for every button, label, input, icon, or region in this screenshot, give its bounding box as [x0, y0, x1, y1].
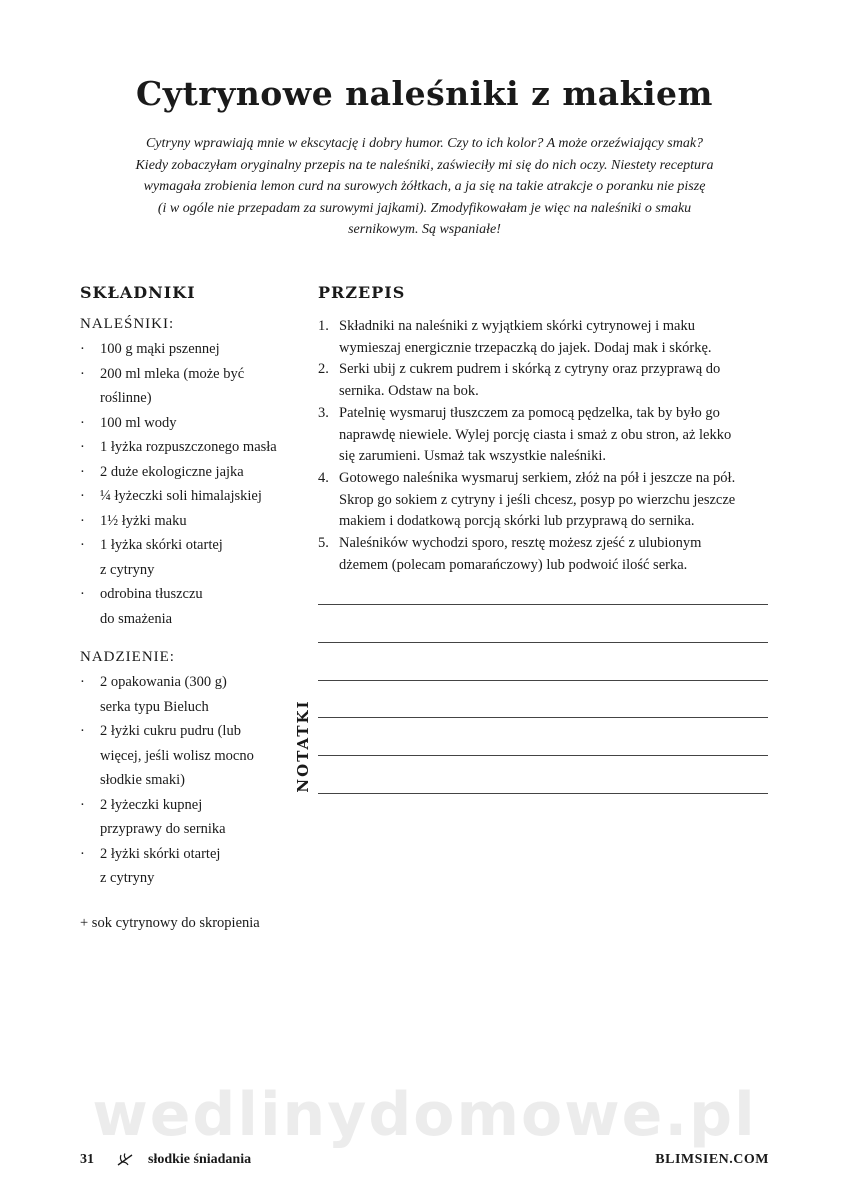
recipe-step: 4. Gotowego naleśnika wysmaruj serkiem, złóż na pół i jeszcze na pół. Skrop go sokiem z cytryny i jeśli chcesz, posyp po wierzchu jeszcze makiem i dodatkową porcją skórki lub przyprawą do sernika.: [318, 469, 736, 530]
step-number: 4.: [318, 469, 329, 486]
notes-line: [318, 793, 768, 831]
intro-line: sernikowym. Są wspaniałe!: [348, 222, 501, 237]
notes-line: [318, 680, 768, 718]
watermark: wedlinydomowe.pl: [92, 1080, 757, 1150]
ingredients-heading: SKŁADNIKI: [80, 283, 196, 302]
ingredient-item: · odrobina tłuszczu do smażenia: [80, 582, 310, 631]
notes-line: [318, 755, 768, 793]
intro-line: Cytryny wprawiają mnie w ekscytację i dobry humor. Czy to ich kolor? A może orzeźwiający smak?: [145, 136, 704, 151]
pancake-ingredients-list: [80, 337, 310, 631]
step-number: 5.: [318, 535, 329, 552]
ingredient-item: · 2 duże ekologiczne jajka: [80, 460, 310, 485]
ingredient-item: · 2 łyżeczki kupnej przyprawy do sernika: [80, 793, 310, 842]
bullet: ·: [80, 796, 85, 813]
bullet: ·: [80, 414, 85, 431]
intro-line: Kiedy zobaczyłam oryginalny przepis na te naleśniki, zaświeciły mi się do nich oczy. Niestety receptura: [135, 157, 714, 173]
bullet: ·: [80, 439, 85, 455]
bullet: ·: [80, 845, 85, 862]
recipe-step: 3. Patelnię wysmaruj tłuszczem za pomocą pędzelka, tak by było go naprawdę niewiele. Wylej porcję ciasta i smaż z obu stron, aż lekko się zarumieni. Usmaż tak wszystkie naleśniki.: [318, 404, 732, 465]
recipe-step: 2. Serki ubij z cukrem pudrem i skórką z cytryny oraz przyprawą do sernika. Odstaw na bok.: [318, 361, 721, 400]
intro-line: wymagała zrobienia lemon curd na surowych żółtkach, a ja się na takie atrakcje o poranku nie piszę: [143, 179, 706, 194]
bullet: ·: [80, 488, 85, 504]
step-number: 3.: [318, 404, 329, 421]
bullet: ·: [80, 586, 85, 602]
bullet: ·: [80, 674, 85, 690]
pancakes-subheading: NALEŚNIKI:: [80, 316, 175, 332]
ingredient-item: · 2 łyżki skórki otartej z cytryny: [80, 842, 310, 891]
bullet: ·: [80, 512, 85, 529]
bullet: ·: [80, 537, 85, 553]
ingredient-item: · 1 łyżka rozpuszczonego masła: [80, 435, 310, 460]
bullet: ·: [80, 341, 85, 357]
recipe-steps-list: [318, 316, 768, 576]
notes-line: [318, 604, 768, 642]
ingredient-item: · 2 łyżki cukru pudru (lub więcej, jeśli wolisz mocno słodkie smaki): [80, 719, 310, 793]
page-number: 31: [80, 1152, 94, 1167]
ingredients-column: [80, 283, 310, 932]
ingredient-item: · 2 opakowania (300 g) serka typu Bieluch: [80, 670, 310, 719]
notes-line: [318, 642, 768, 680]
recipe-step: 5. Naleśników wychodzi sporo, resztę możesz zjeść z ulubionym dżemem (polecam pomarańczowy) lub podwoić ilość serka.: [318, 535, 702, 573]
bullet: ·: [80, 723, 85, 739]
intro-line: (i w ogóle nie przepadam za surowymi jajkami). Zmodyfikowałam je więc na naleśniki o smaku: [157, 200, 692, 216]
recipe-title: Cytrynowe naleśniki z makiem: [136, 74, 713, 113]
ingredient-item: · 100 g mąki pszennej: [80, 337, 310, 362]
bullet: ·: [80, 365, 85, 382]
notes-lines: [318, 604, 768, 831]
recipe-step: 1. Składniki na naleśniki z wyjątkiem skórki cytrynowej i maku wymieszaj energicznie trzepaczką do jajek. Dodaj mak i skórkę.: [318, 318, 712, 356]
recipe-column: [318, 283, 768, 576]
filling-ingredients-list: [80, 670, 310, 891]
step-number: 1.: [318, 318, 329, 334]
filling-subheading: NADZIENIE:: [80, 649, 175, 665]
leaf-icon: [116, 1153, 134, 1167]
notes-line: [318, 717, 768, 755]
intro-text: [100, 133, 749, 241]
ingredient-item: · 100 ml wody: [80, 411, 310, 436]
recipe-heading: PRZEPIS: [318, 283, 406, 302]
step-number: 2.: [318, 361, 329, 378]
ingredient-item: · 200 ml mleka (może być roślinne): [80, 362, 310, 411]
site-url: BLIMSIEN.COM: [655, 1152, 769, 1167]
ingredient-item: · ¼ łyżeczki soli himalajskiej: [80, 484, 310, 509]
section-name: słodkie śniadania: [148, 1152, 252, 1167]
notes-label: NOTATKI: [294, 699, 312, 793]
ingredient-item: · 1½ łyżki maku: [80, 509, 310, 534]
extra-ingredient: + sok cytrynowy do skropienia: [80, 914, 260, 931]
bullet: ·: [80, 463, 85, 480]
ingredient-item: · 1 łyżka skórki otartej z cytryny: [80, 533, 310, 582]
